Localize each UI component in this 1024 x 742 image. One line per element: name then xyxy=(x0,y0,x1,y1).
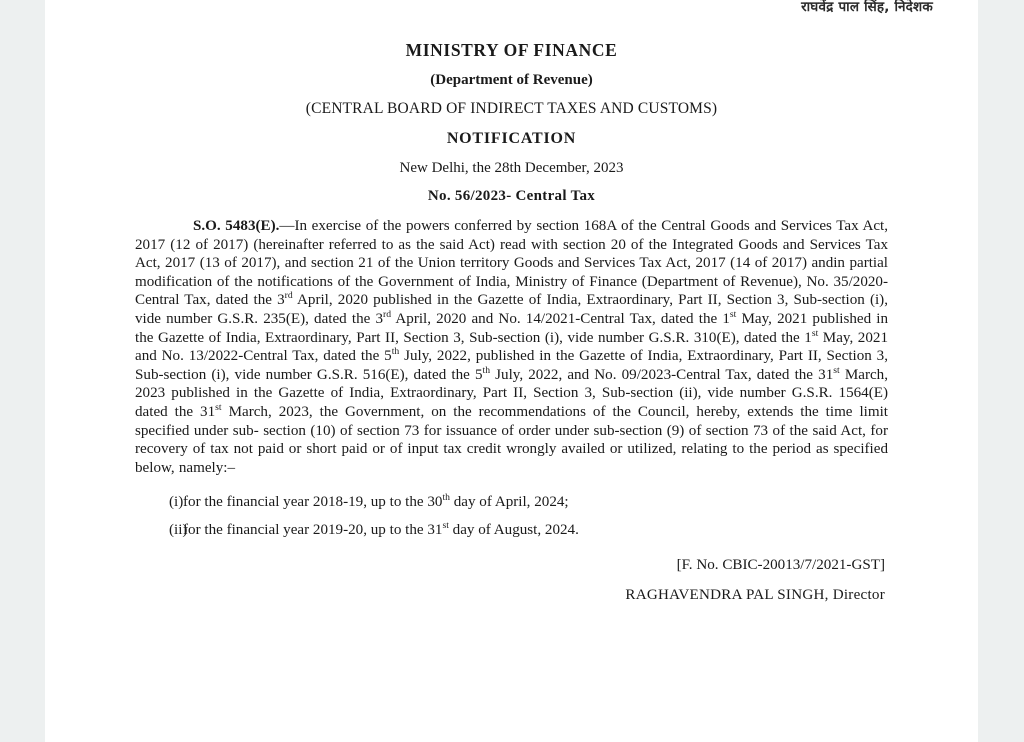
ordinal-1: rd xyxy=(284,290,293,302)
ordinal-4: st xyxy=(811,327,819,339)
ordinal-5: th xyxy=(391,346,400,358)
ordinal-7: st xyxy=(833,364,840,376)
body-part-9: March, 2023, the Government, on the recommendations of the Council, hereby, extends the time limit specified under sub- section (10) of section 73 for issuance of order under sub-section (9) of section 73 of the said Act, for recovery of tax not paid or short paid or of input tax credit wrongly availed or utilized, relating to the period as specified below, namely:– xyxy=(135,403,888,476)
document-page xyxy=(45,0,978,742)
list-item-text-before: for the financial year 2018-19, up to the 30 xyxy=(183,494,443,511)
ordinal-6: th xyxy=(482,364,491,376)
list-item-text xyxy=(183,521,888,540)
list-item xyxy=(135,521,888,540)
document-content xyxy=(135,40,888,605)
list-item-ordinal: th xyxy=(442,492,450,504)
list-item xyxy=(135,493,888,512)
body-part-2: April, 2020 published in the Gazette of India, Extraordinary, Part II, Section 3, Sub-section (i), vide number G.S.R. 235(E), dated the 3 xyxy=(135,292,888,327)
document-footer xyxy=(135,556,888,605)
file-number: [F. No. CBIC-20013/7/2021-GST] xyxy=(676,556,885,573)
place-and-date: New Delhi, the 28th December, 2023 xyxy=(399,160,624,176)
period-list xyxy=(135,493,888,539)
list-item-text-after: day of August, 2024. xyxy=(448,521,579,538)
ministry-heading: MINISTRY OF FINANCE xyxy=(405,40,618,60)
list-item-marker: (i) xyxy=(169,494,184,511)
body-part-4: May, 2021 published in the Gazette of India, Extraordinary, Part II, Section 3, Sub-section (i), vide number G.S.R. 310(E), dated the 1 xyxy=(135,310,889,346)
ordinal-8: st xyxy=(215,401,222,413)
board-heading: (CENTRAL BOARD OF INDIRECT TAXES AND CUSTOMS) xyxy=(305,100,718,117)
body-part-5: May, 2021 and No. 13/2022-Central Tax, dated the 5 xyxy=(135,329,888,365)
list-item-marker: (ii) xyxy=(169,521,188,538)
list-item-ordinal: st xyxy=(442,519,449,531)
signatory-name: RAGHAVENDRA PAL SINGH, Director xyxy=(625,587,885,604)
list-item-text xyxy=(183,493,888,512)
so-number: S.O. 5483(E). xyxy=(193,218,280,234)
ordinal-3: st xyxy=(729,308,737,320)
notification-body-paragraph xyxy=(135,217,888,477)
list-item-text-after: day of April, 2024; xyxy=(449,494,569,511)
department-heading: (Department of Revenue) xyxy=(430,72,593,88)
body-part-3: April, 2020 and No. 14/2021-Central Tax, dated the 1 xyxy=(391,310,730,327)
body-part-1: —In exercise of the powers conferred by section 168A of the Central Goods and Services Tax Act, 2017 (12 of 2017) (hereinafter referred to as the said Act) read with section 20 of the Integrated Goods and Services Tax Act, 2017 (13 of 2017), and section 21 of the Union territory Goods and Services Tax Act, 2017 (14 of 2017) andin partial modification of the notifications of the Government of India, Ministry of Finance (Department of Revenue), No. 35/2020-Central Tax, dated the 3 xyxy=(135,218,889,309)
list-item-text-before: for the financial year 2019-20, up to the 31 xyxy=(183,521,443,538)
body-part-7: July, 2022, and No. 09/2023-Central Tax, dated the 31 xyxy=(490,366,834,383)
body-part-6: July, 2022, published in the Gazette of India, Extraordinary, Part II, Section 3, Sub-section (i), vide number G.S.R. 516(E), dated the 5 xyxy=(135,348,888,383)
notification-number: No. 56/2023- Central Tax xyxy=(427,188,596,204)
body-part-8: March, 2023 published in the Gazette of India, Extraordinary, Part II, Section 3, Sub-section (ii), vide number G.S.R. 1564(E) dated the 31 xyxy=(135,366,889,420)
notification-heading: NOTIFICATION xyxy=(446,130,577,147)
hindi-signatory-note: राघवेंद्र पाल सिंह, निदेशक xyxy=(801,0,933,15)
ordinal-2: rd xyxy=(383,308,392,320)
